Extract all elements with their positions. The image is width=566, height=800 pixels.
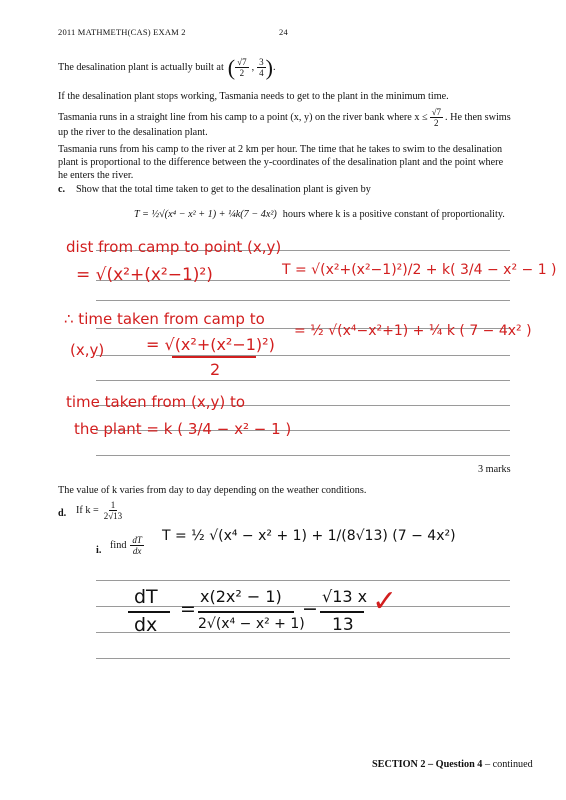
hw-plant-formula: the plant = k ( 3/4 − x² − 1 ) [74,420,292,438]
coord-x-fraction: $\frac{√7}{2}$ [237,57,247,78]
answer-line [96,632,510,633]
speed-line-3: he enters the river. [58,170,134,181]
runs-line-1: Tasmania runs in a straight line from his camp to a point (x, y) on the river bank where x ≤ $\frac{√7}{2}$ . He then swims [58,107,511,128]
part-c-marks: 3 marks [478,464,511,475]
hw-point-xy: (x,y) [70,341,105,359]
k-varies-text: The value of k varies from day to day depending on the weather conditions. [58,485,367,496]
hw-time-divisor: 2 [210,360,221,379]
hw-dx: dx [134,614,158,636]
footer-section: SECTION 2 – Question 4 [372,759,483,770]
hw-rhs-bar [198,611,294,613]
part-c-label: c. [58,184,66,195]
runs-line-2: up the river to the desalination plant. [58,127,208,138]
hw-minus: − [302,598,318,620]
built-at-text: The desalination plant is actually built at [58,62,224,73]
hw-rhs-numerator: x(2x² − 1) [200,587,282,606]
answer-line [96,355,510,356]
k-value: If k = $\frac{1}{2√13}$ [76,500,123,521]
hw-distance-formula: = √(x²+(x²−1)²) [76,265,213,285]
hw-tick-mark: ✓ [372,584,398,619]
total-time-formula: T = ½√(x⁴ − x² + 1) + ¼k(7 − 4x²) hours where k is a positive constant of proportionality. [134,209,505,220]
hw-equals: = [180,598,196,620]
page-number: 24 [279,27,288,37]
stops-working-text: If the desalination plant stops working, Tasmania needs to get to the plant in the minimum time. [58,91,449,102]
answer-line [96,580,510,581]
hw-time-formula: = √(x²+(x²−1)²) [146,335,275,354]
exam-header: 2011 MATHMETH(CAS) EXAM 2 [58,27,186,37]
hw-term2-numerator: √13 x [322,587,368,606]
hw-total-T-simplified: = ½ √(x⁴−x²+1) + ¼ k ( 7 − 4x² ) [294,323,532,339]
hw-fraction-bar [172,356,256,358]
speed-line-2: plant is proportional to the difference between the y-coordinates of the desalination plant and the point where [58,157,504,168]
hw-rhs-denominator: 2√(x⁴ − x² + 1) [198,616,305,632]
sub-part-i-label: i. [96,545,102,556]
footer-continued: – continued [482,759,533,770]
answer-line [96,455,510,456]
coord-y-fraction: $\frac{3}{4}$ [259,57,264,78]
part-d-label: d. [58,508,67,519]
built-at-line: The desalination plant is actually built at ( $\frac{√7}{2}$ , $\frac{3}{4}$ ) . [58,55,276,80]
hw-T-with-k: T = ½ √(x⁴ − x² + 1) + 1/(8√13) (7 − 4x²) [162,528,456,544]
hw-term2-denominator: 13 [332,615,354,635]
answer-line [96,300,510,301]
hw-time-taken-line: ∴ time taken from camp to [64,310,265,328]
page-footer [372,758,533,771]
hw-distance-line: dist from camp to point (x,y) [66,238,282,256]
answer-line [96,380,510,381]
hw-dTdx-bar [128,611,170,613]
hw-total-T: T = √(x²+(x²−1)²)/2 + k( 3/4 − x² − 1 ) [282,262,557,278]
answer-line [96,658,510,659]
part-c-prompt: Show that the total time taken to get to the desalination plant is given by [76,184,371,195]
find-derivative: find $\frac{dT}{dx}$ [110,535,142,556]
hw-term2-bar [320,611,364,613]
speed-line-1: Tasmania runs from his camp to the river at 2 km per hour. The time that he takes to swim to the desalination [58,144,503,155]
hw-time-to-plant-line: time taken from (x,y) to [66,393,246,411]
hw-dT: dT [134,586,158,608]
